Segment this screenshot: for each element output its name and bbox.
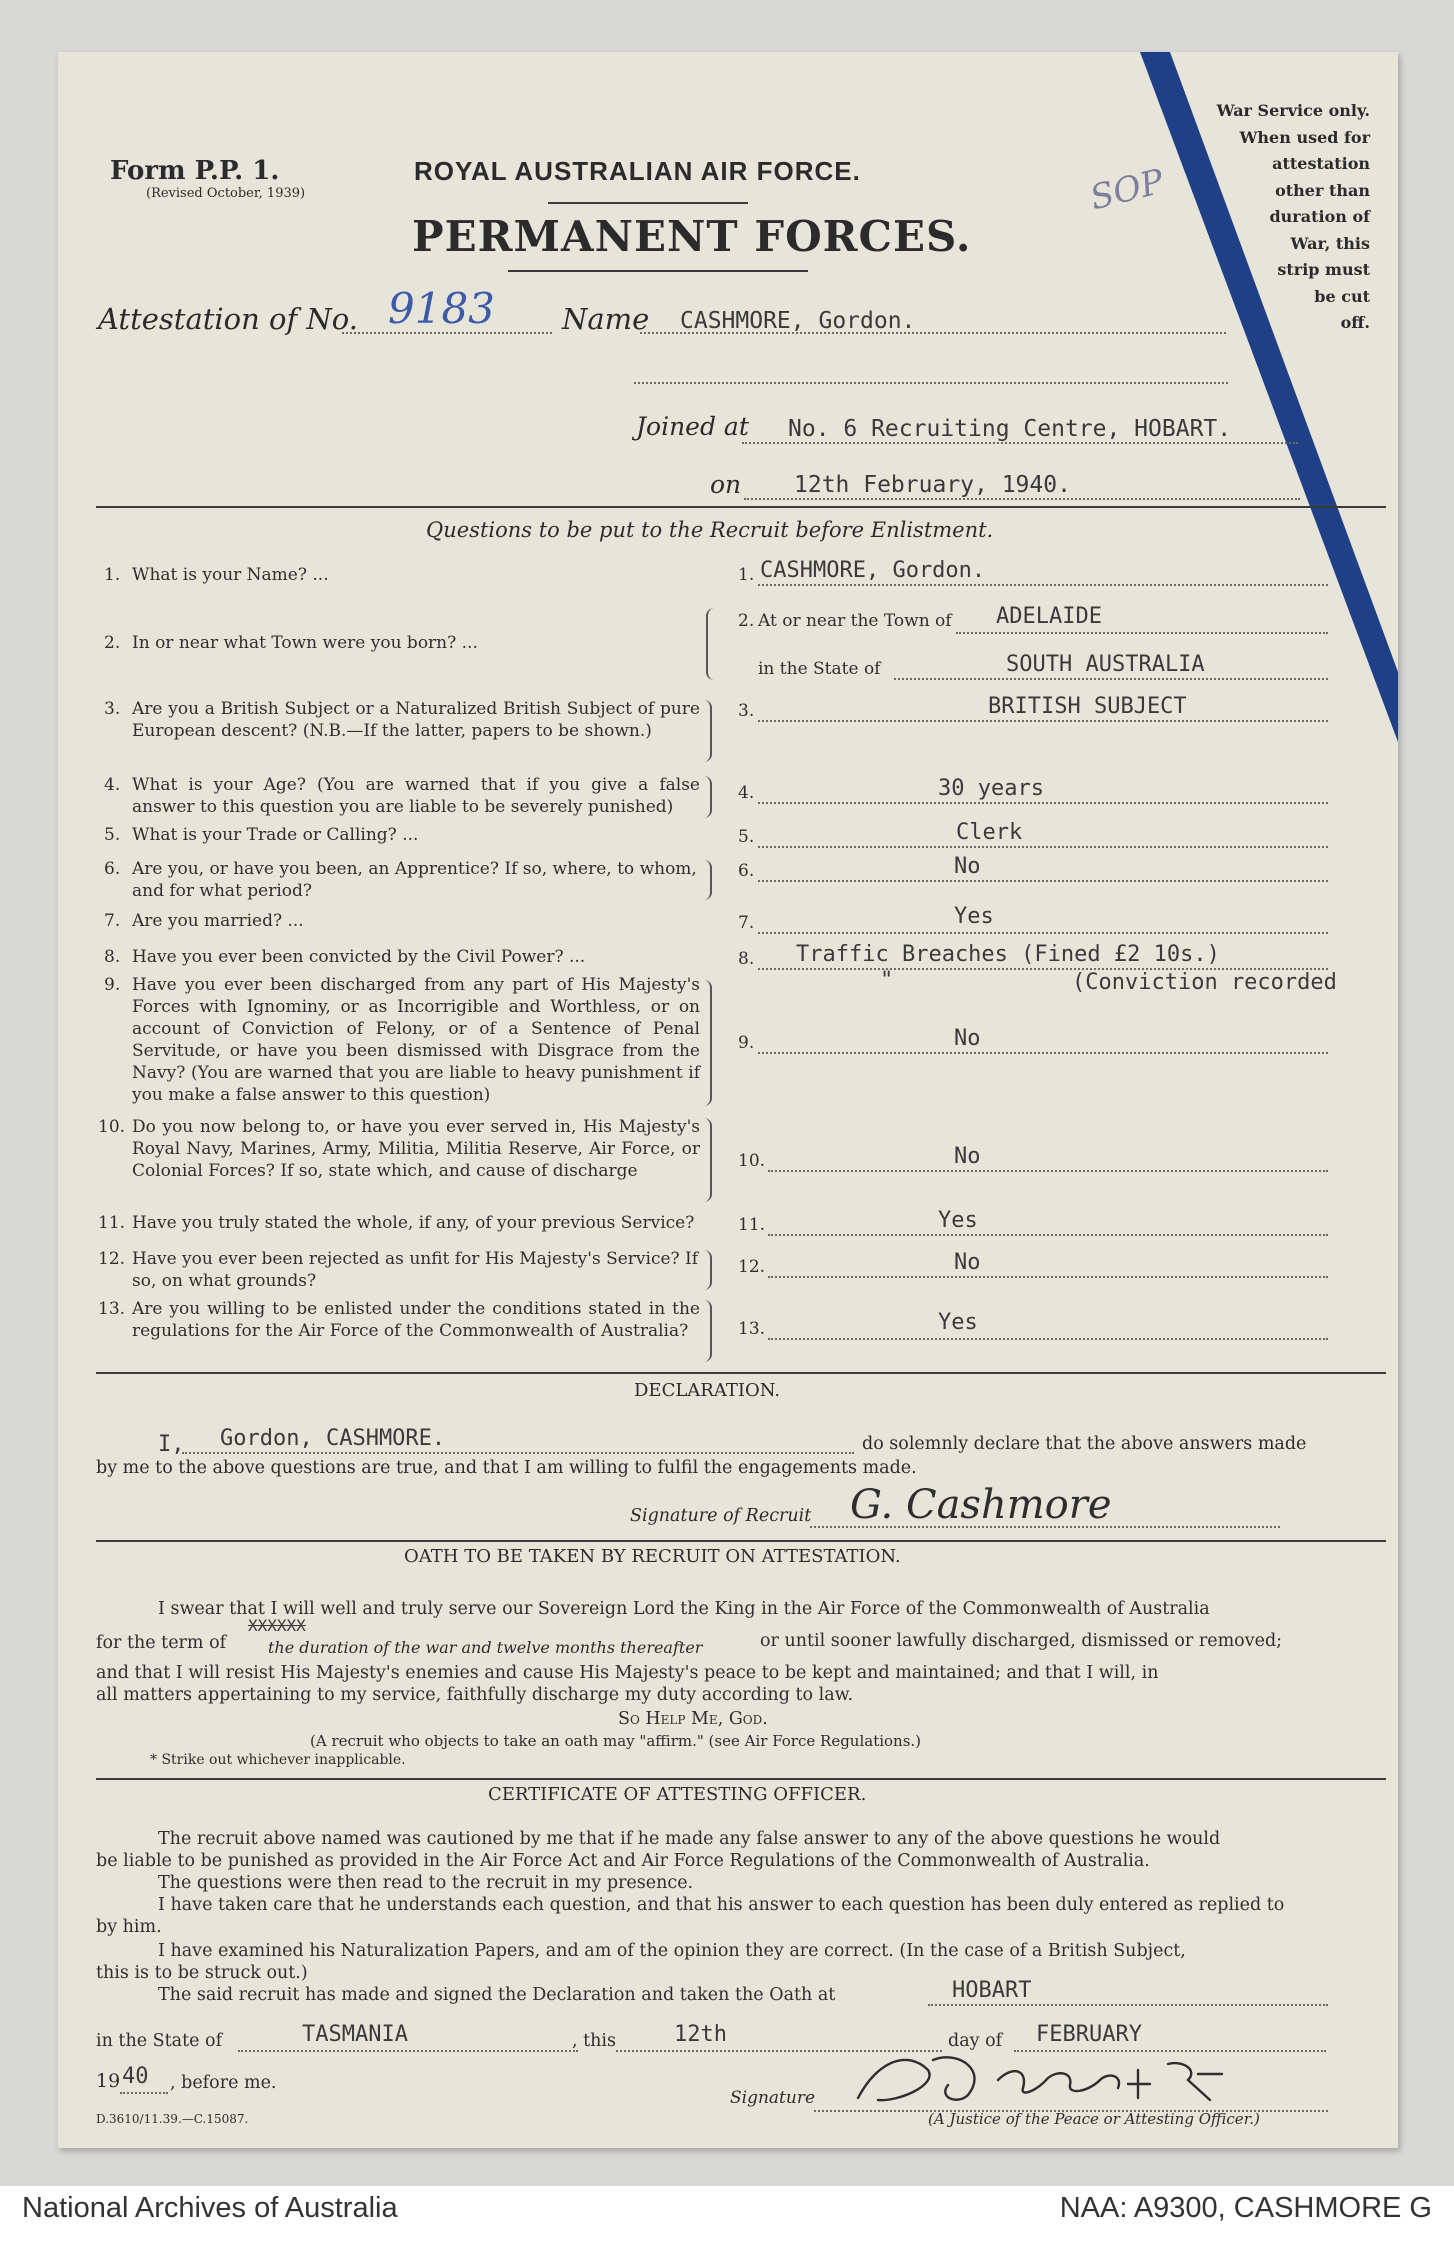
answer-field — [758, 846, 1328, 848]
answer-number: 9. — [738, 1033, 755, 1053]
question-number: 6. — [104, 859, 121, 879]
answer-sub-label: At or near the Town of — [758, 611, 952, 631]
before-me: , before me. — [170, 2073, 277, 2093]
section-divider — [96, 1540, 1386, 1542]
declaration-text-continued: by me to the above questions are true, and that I am willing to fulfil the engagements made. — [96, 1458, 917, 1478]
day-value: 12th — [674, 2022, 727, 2047]
section-divider — [96, 1372, 1386, 1374]
question-number: 2. — [104, 633, 121, 653]
brace — [704, 776, 712, 818]
answer-number: 12. — [738, 1257, 766, 1277]
answer-number: 3. — [738, 701, 755, 721]
print-reference: D.3610/11.39.—C.15087. — [96, 2112, 249, 2126]
declarant-name-field — [182, 1452, 854, 1454]
brace — [704, 860, 712, 900]
name-label: Name — [562, 302, 650, 336]
brace — [704, 1300, 712, 1362]
certificate-heading: CERTIFICATE OF ATTESTING OFFICER. — [488, 1784, 867, 1805]
answer-value: Yes — [938, 1310, 978, 1335]
state-label: in the State of — [96, 2031, 223, 2051]
answer-field — [758, 584, 1328, 586]
recruit-signature-label: Signature of Recruit — [630, 1506, 812, 1526]
answer-number: 1. — [738, 565, 755, 585]
question-text: Are you, or have you been, an Apprentice? If so, where, to whom, and for what period? — [132, 859, 697, 901]
certificate-paragraph: The recruit above named was cautioned by me that if he made any false answer to any of the above questions he would — [158, 1829, 1221, 1849]
answer-value: Yes — [954, 904, 994, 929]
day-of-label: day of — [948, 2031, 1003, 2051]
strip-note-line: off. — [1340, 313, 1370, 332]
joined-at-field — [742, 442, 1298, 444]
state-value: TASMANIA — [302, 2022, 408, 2047]
state-field — [238, 2050, 578, 2052]
joined-at-value: No. 6 Recruiting Centre, HOBART. — [788, 416, 1232, 442]
strip-note-line: attestation — [1272, 154, 1370, 173]
strip-note-line: duration of — [1269, 207, 1370, 226]
answer-field — [758, 880, 1328, 882]
question-number: 10. — [98, 1117, 126, 1137]
joined-on-value: 12th February, 1940. — [794, 472, 1071, 498]
brace — [704, 700, 712, 762]
joined-at-label: Joined at — [636, 412, 749, 441]
answer-field — [768, 1234, 1328, 1236]
answer-field — [758, 1052, 1328, 1054]
answer-number: 13. — [738, 1319, 766, 1339]
question-text: What is your Age? (You are warned that if you give a false answer to this question you are liable to be severely punished) — [132, 775, 700, 817]
organisation-name: ROYAL AUSTRALIAN AIR FORCE. — [414, 156, 861, 186]
oath-place-field — [928, 2004, 1328, 2006]
answer-value: ADELAIDE — [996, 604, 1102, 629]
answer-number: 11. — [738, 1215, 766, 1235]
question-text: Are you willing to be enlisted under the conditions stated in the regulations for the Air Force of the Commonwealth of Australia? — [132, 1299, 700, 1341]
question-number: 8. — [104, 947, 121, 967]
answer-value: 30 years — [938, 776, 1044, 801]
answer-number: 7. — [738, 913, 755, 933]
oath-heading: OATH TO BE TAKEN BY RECRUIT ON ATTESTATION. — [404, 1546, 901, 1567]
form-revised-date: (Revised October, 1939) — [146, 186, 306, 201]
certificate-paragraph: The said recruit has made and signed the Declaration and taken the Oath at — [158, 1985, 836, 2005]
answer-field — [758, 932, 1328, 934]
answer-field — [894, 678, 1328, 680]
officer-signature-label: Signature — [730, 2088, 816, 2108]
title-underline — [508, 270, 808, 272]
question-number: 12. — [98, 1249, 126, 1269]
month-value: FEBRUARY — [1036, 2022, 1142, 2047]
joined-on-label: on — [710, 470, 742, 499]
strip-note-line: other than — [1275, 180, 1370, 200]
answer-ditto: " — [880, 968, 894, 993]
declaration-heading: DECLARATION. — [634, 1380, 781, 1401]
answer-value-continued: (Conviction recorded — [1072, 970, 1337, 995]
answer-number: 2. — [738, 611, 755, 631]
answer-value: Yes — [938, 1208, 978, 1233]
certificate-paragraph: by him. — [96, 1917, 162, 1937]
joined-on-field — [744, 498, 1300, 500]
answer-number: 5. — [738, 827, 755, 847]
oath-line: and that I will resist His Majesty's enemies and cause His Majesty's peace to be kept and maintained; and that I will, in — [96, 1663, 1159, 1683]
answer-sub-label: in the State of — [758, 659, 881, 679]
handwritten-annotation: SOP — [1086, 161, 1168, 219]
brace — [704, 1118, 712, 1202]
section-divider — [96, 1778, 1386, 1780]
answer-value: BRITISH SUBJECT — [988, 694, 1187, 719]
section-divider — [96, 506, 1386, 508]
certificate-paragraph: this is to be struck out.) — [96, 1963, 308, 1983]
this-label: , this — [572, 2031, 617, 2051]
question-number: 9. — [104, 975, 121, 995]
strip-note — [1200, 98, 1370, 337]
answer-value: No — [954, 1144, 981, 1169]
answer-value: Traffic Breaches (Fined £2 10s.) — [796, 942, 1220, 967]
answer-value: No — [954, 1026, 981, 1051]
question-number: 4. — [104, 775, 121, 795]
answer-field — [768, 1338, 1328, 1340]
oath-so-help: So Help Me, God. — [618, 1709, 768, 1729]
recruit-signature: G. Cashmore — [850, 1482, 1112, 1528]
year-prefix: 19 — [96, 2070, 121, 2092]
answer-field — [758, 720, 1328, 722]
answer-value: No — [954, 854, 981, 879]
brace — [704, 1250, 712, 1290]
archive-credit: National Archives of Australia — [22, 2192, 398, 2224]
strip-note-line: be cut — [1314, 286, 1370, 306]
question-text: Have you ever been convicted by the Civil Power? ... — [132, 947, 586, 967]
answer-number: 8. — [738, 949, 755, 969]
struck-term: XXXXXX — [248, 1616, 306, 1635]
oath-affirm-note: (A recruit who objects to take an oath may "affirm." (see Air Force Regulations.) — [310, 1732, 922, 1750]
answer-field — [768, 1276, 1328, 1278]
strip-note-line: strip must — [1277, 260, 1370, 279]
question-number: 1. — [104, 565, 121, 585]
strip-note-line: War Service only. — [1216, 101, 1370, 120]
declaration-i: I, — [158, 1432, 185, 1457]
question-text: Have you ever been rejected as unfit for His Majesty's Service? If so, on what grounds? — [132, 1249, 699, 1291]
oath-term-label: for the term of — [96, 1633, 227, 1653]
question-number: 7. — [104, 911, 121, 931]
questions-heading: Questions to be put to the Recruit before Enlistment. — [426, 518, 994, 542]
certificate-paragraph: I have examined his Naturalization Papers, and am of the opinion they are correct. (In the case of a British Subject, — [158, 1941, 1186, 1961]
question-text: Are you a British Subject or a Naturalized British Subject of pure European descent? (N.B.—If the latter, papers to be shown.) — [132, 699, 700, 741]
oath-place: HOBART — [952, 1978, 1032, 2003]
question-text: Are you married? ... — [132, 911, 304, 931]
question-text: Do you now belong to, or have you ever served in, His Majesty's Royal Navy, Marines, Army, Militia, Militia Reserve, Air Force, or Colonial Forces? If so, state which, and cause of discharge — [132, 1117, 700, 1181]
header-divider — [548, 202, 748, 204]
year-field — [120, 2092, 168, 2094]
officer-signature-caption: (A Justice of the Peace or Attesting Officer.) — [928, 2110, 1260, 2128]
question-text: What is your Name? ... — [132, 565, 329, 585]
answer-number: 10. — [738, 1151, 766, 1171]
form-title: PERMANENT FORCES. — [412, 212, 972, 261]
question-text: Have you truly stated the whole, if any, of your previous Service? — [132, 1213, 695, 1233]
recruit-name: CASHMORE, Gordon. — [680, 308, 916, 334]
service-number: 9183 — [388, 284, 495, 333]
year-value: 40 — [122, 2064, 149, 2089]
oath-line: all matters appertaining to my service, faithfully discharge my duty according to law. — [96, 1685, 854, 1705]
question-text: What is your Trade or Calling? ... — [132, 825, 419, 845]
certificate-paragraph: be liable to be punished as provided in the Air Force Act and Air Force Regulations of the Commonwealth of Australia. — [96, 1851, 1150, 1871]
strip-note-line: War, this — [1290, 233, 1370, 253]
oath-line: I swear that I will well and truly serve our Sovereign Lord the King in the Air Force of the Commonwealth of Australia — [158, 1599, 1210, 1619]
attestation-form-page — [58, 52, 1398, 2148]
answer-field — [956, 632, 1328, 634]
question-number: 11. — [98, 1213, 126, 1233]
answer-value: CASHMORE, Gordon. — [760, 558, 986, 583]
question-text: Have you ever been discharged from any part of His Majesty's Forces with Ignominy, or as Incorrigible and Worthless, or on account of Conviction of Felony, or of a Sentence of Penal Servitude, or have you been dismissed with Disgrace from the Navy? (You are warned that you are liable to heavy punishment if you make a false answer to this question) — [132, 975, 700, 1105]
oath-term: the duration of the war and twelve months thereafter — [268, 1638, 703, 1657]
answer-field — [758, 802, 1328, 804]
question-number: 3. — [104, 699, 121, 719]
certificate-paragraph: The questions were then read to the recruit in my presence. — [158, 1873, 694, 1893]
answer-number: 6. — [738, 861, 755, 881]
answer-field — [768, 1170, 1328, 1172]
declaration-text: do solemnly declare that the above answers made — [862, 1434, 1307, 1454]
answer-value: SOUTH AUSTRALIA — [1006, 652, 1205, 677]
question-text: In or near what Town were you born? ... — [132, 633, 478, 653]
attestation-label: Attestation of No. — [98, 302, 358, 336]
archive-reference: NAA: A9300, CASHMORE G — [1059, 2192, 1432, 2224]
answer-number: 4. — [738, 783, 755, 803]
brace — [706, 608, 714, 680]
declarant-name: Gordon, CASHMORE. — [220, 1426, 446, 1451]
officer-signature-mark — [838, 2040, 1318, 2120]
oath-line: or until sooner lawfully discharged, dismissed or removed; — [760, 1631, 1283, 1651]
strike-out-note: * Strike out whichever inapplicable. — [150, 1752, 406, 1768]
brace — [704, 980, 712, 1106]
answer-value: Clerk — [956, 820, 1023, 845]
name-field-second-line — [634, 382, 1228, 384]
certificate-paragraph: I have taken care that he understands each question, and that his answer to each question has been duly entered as replied to — [158, 1895, 1285, 1915]
question-number: 5. — [104, 825, 121, 845]
question-number: 13. — [98, 1299, 126, 1319]
form-number: Form P.P. 1. — [110, 156, 280, 186]
strip-note-line: When used for — [1239, 127, 1370, 147]
answer-value: No — [954, 1250, 981, 1275]
